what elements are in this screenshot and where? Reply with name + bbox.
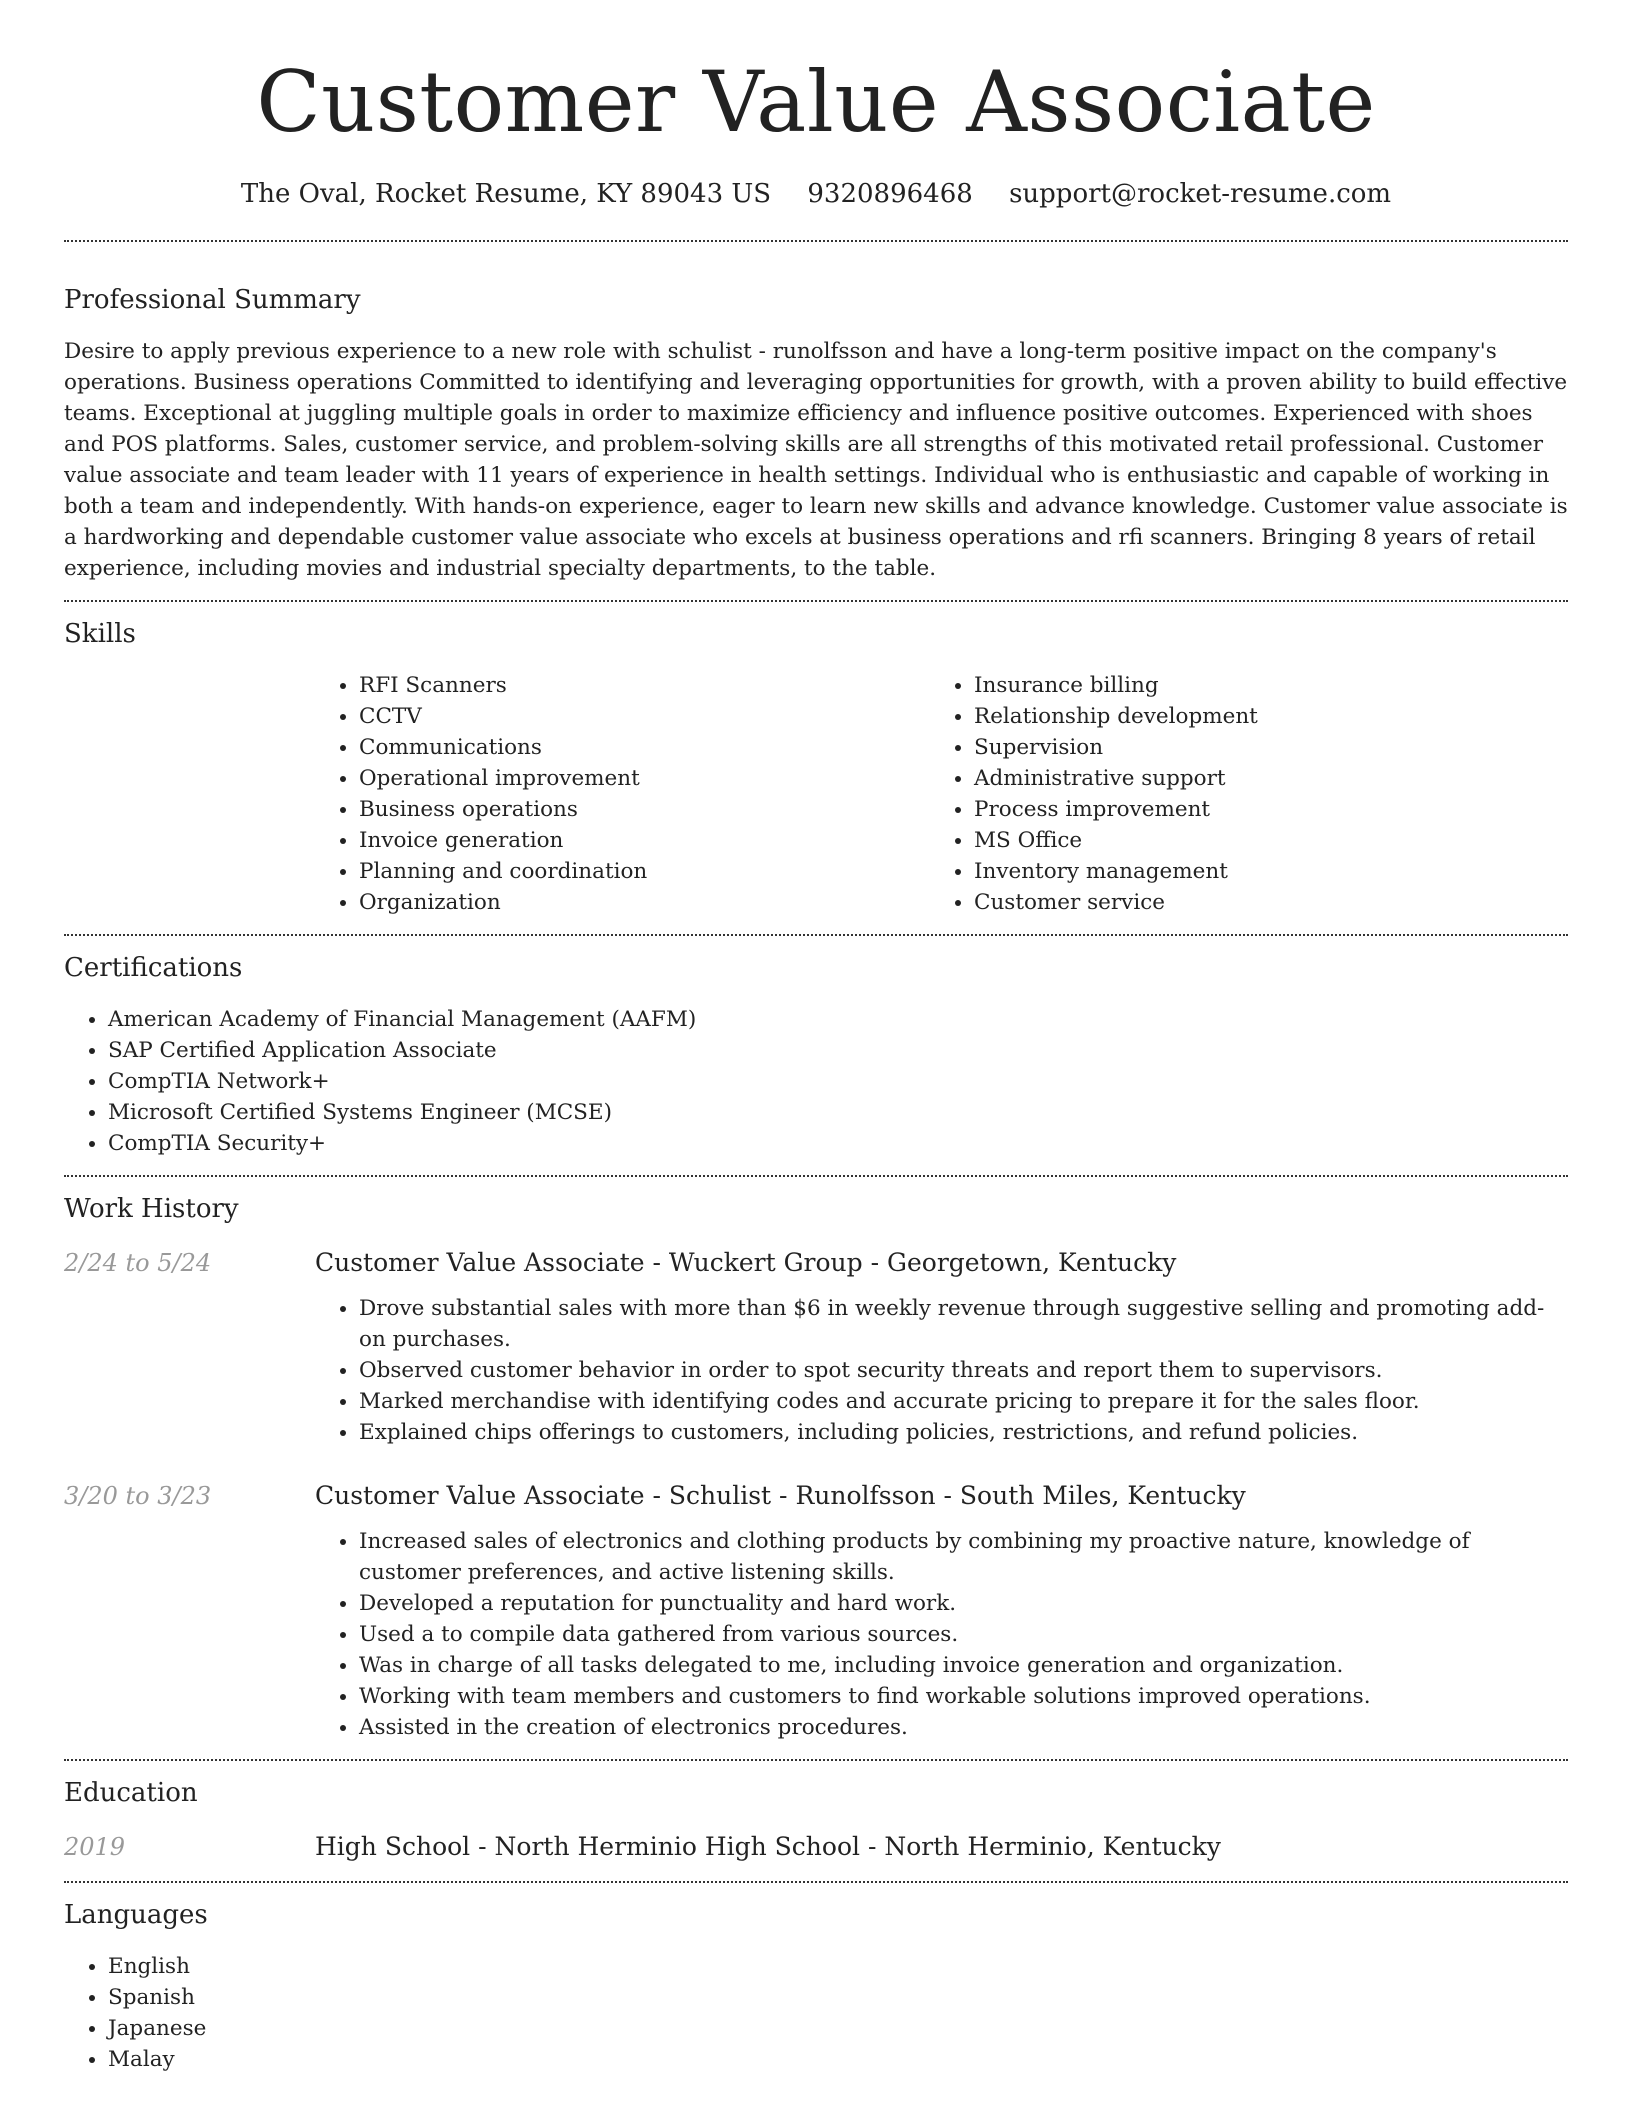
contact-phone: 9320896468 [807,179,973,209]
list-item: • Communications [359,732,930,763]
skills-grid [315,670,1568,918]
section-title-education: Education [64,1778,198,1808]
list-item: • Observed customer behavior in order to spot security threats and report them to supervisors. [359,1355,1568,1386]
section-title-certifications: Certifications [64,953,243,983]
work-entry-dates: 2/24 to 5/24 [64,1249,212,1277]
work-entry-body [315,1478,1568,1743]
list-item: • Spanish [108,1982,1568,2013]
section-title-languages: Languages [64,1900,208,1930]
list-item: • Planning and coordination [359,856,930,887]
certifications-list [64,1004,1568,1159]
list-item: • Explained chips offerings to customers, including policies, restrictions, and refund policies. [359,1417,1568,1448]
list-item: • Relationship development [974,701,1545,732]
certifications-section [64,936,1568,1175]
education-section [64,1761,1568,1881]
list-item: • Invoice generation [359,825,930,856]
work-entry-title: Customer Value Associate - Wuckert Group - Georgetown, Kentucky [315,1248,1177,1277]
skills-section [64,602,1568,934]
list-item: • Operational improvement [359,763,930,794]
list-item: • English [108,1951,1568,1982]
section-title-work-history: Work History [64,1194,239,1224]
work-entry [64,1478,1568,1743]
list-item: • Increased sales of electronics and clothing products by combining my proactive nature, knowledge of customer preferences, and active listening skills. [359,1526,1568,1588]
list-item: • American Academy of Financial Management (AAFM) [108,1004,1568,1035]
list-item: • Organization [359,887,930,918]
list-item: • CompTIA Security+ [108,1128,1568,1159]
skills-list-left [315,670,930,918]
list-item: • Assisted in the creation of electronics procedures. [359,1712,1568,1743]
summary-text: Desire to apply previous experience to a new role with schulist - runolfsson and have a long-term positive impact on the company's operations. Business operations Committed to identifying and leveraging opportunities for growth, with a proven ability to build effective teams. Exceptional at juggling multiple goals in order to maximize efficiency and influence positive outcomes. Experienced with shoes and POS platforms. Sales, customer service, and problem-solving skills are all strengths of this motivated retail professional. Customer value associate and team leader with 11 years of experience in health settings. Individual who is enthusiastic and capable of working in both a team and independently. With hands-on experience, eager to learn new skills and advance knowledge. Customer value associate is a hardworking and dependable customer value associate who excels at business operations and rfi scanners. Bringing 8 years of retail experience, including movies and industrial specialty departments, to the table. [64,339,1568,581]
skills-column-left [315,670,930,918]
list-item: • Was in charge of all tasks delegated to me, including invoice generation and organization. [359,1650,1568,1681]
list-item: • Supervision [974,732,1545,763]
contact-address: The Oval, Rocket Resume, KY 89043 US [240,179,772,209]
work-entry-bullets [315,1526,1568,1743]
list-item: • SAP Certified Application Associate [108,1035,1568,1066]
list-item: • Insurance billing [974,670,1545,701]
list-item: • Administrative support [974,763,1545,794]
languages-section [64,1883,1568,2091]
work-entry [64,1245,1568,1448]
education-entry-body [315,1829,1568,1865]
list-item: • CCTV [359,701,930,732]
list-item: • Process improvement [974,794,1545,825]
skills-list-right [930,670,1545,918]
list-item: • Malay [108,2044,1568,2075]
list-item: • CompTIA Network+ [108,1066,1568,1097]
list-item: • Japanese [108,2013,1568,2044]
work-entry-bullets [315,1293,1568,1448]
list-item: • Used a to compile data gathered from various sources. [359,1619,1568,1650]
work-entry-body [315,1245,1568,1448]
list-item: • Microsoft Certified Systems Engineer (MCSE) [108,1097,1568,1128]
contact-line [64,176,1568,212]
education-entry-title: High School - North Herminio High School - North Herminio, Kentucky [315,1832,1221,1861]
list-item: • Inventory management [974,856,1545,887]
section-title-skills: Skills [64,619,136,649]
list-item: • Marked merchandise with identifying codes and accurate pricing to prepare it for the sales floor. [359,1386,1568,1417]
candidate-name: Customer Value Associate [256,53,1376,151]
summary-section [64,242,1568,600]
work-history-section [64,1177,1568,1759]
resume-header [64,0,1568,212]
list-item: • RFI Scanners [359,670,930,701]
work-entry-dates: 3/20 to 3/23 [64,1482,212,1510]
list-item: • Customer service [974,887,1545,918]
list-item: • Working with team members and customers to find workable solutions improved operations. [359,1681,1568,1712]
work-entry-title: Customer Value Associate - Schulist - Runolfsson - South Miles, Kentucky [315,1481,1246,1510]
list-item: • Business operations [359,794,930,825]
education-year: 2019 [64,1833,126,1861]
skills-column-right [930,670,1545,918]
list-item: • MS Office [974,825,1545,856]
contact-email: support@rocket-resume.com [1009,179,1392,209]
education-entry [64,1829,1568,1865]
section-title-summary: Professional Summary [64,285,361,315]
list-item: • Drove substantial sales with more than $6 in weekly revenue through suggestive selling and promoting add-on purchases. [359,1293,1568,1355]
languages-list [64,1951,1568,2075]
list-item: • Developed a reputation for punctuality and hard work. [359,1588,1568,1619]
